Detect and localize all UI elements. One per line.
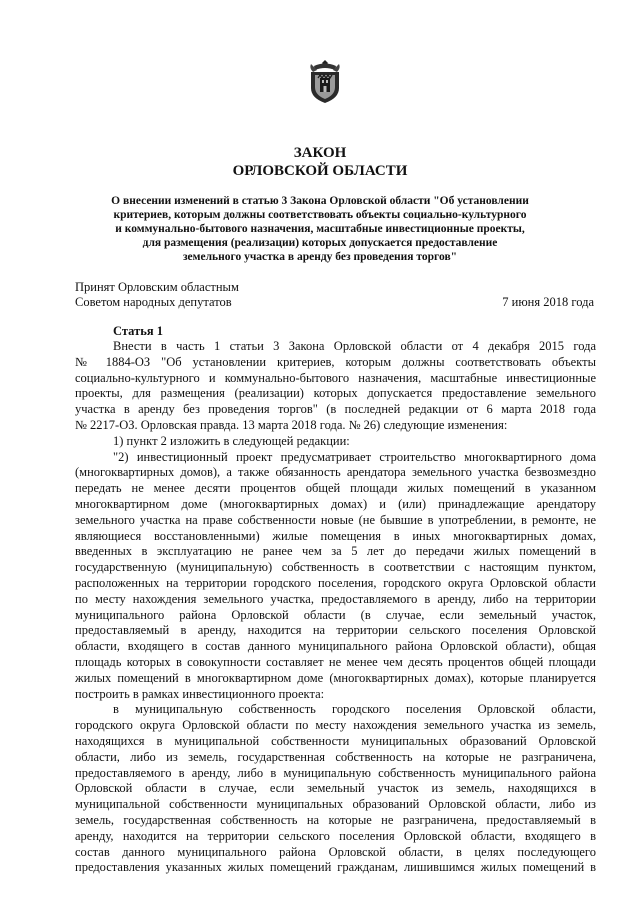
article-body bbox=[75, 339, 596, 876]
text-line: построить в рамках инвестиционного проекта: bbox=[75, 686, 325, 701]
text-line: социально-культурного и коммунально-бытового назначения, масштабные инвестиционные bbox=[75, 370, 596, 385]
subtitle-line: и коммунально-бытового назначения, масштабные инвестиционные проекты, bbox=[115, 223, 525, 235]
text-line: 1) пункт 2 изложить в следующей редакции: bbox=[113, 433, 350, 448]
text-line: муниципального района Орловской области (в случае, если земельный участок, bbox=[75, 607, 596, 622]
text-line: области, либо из земель, государственная собственность на которые не разграничена, bbox=[75, 749, 596, 764]
text-line: многоквартирном доме (многоквартирных домах) и (или) принадлежащие арендатору bbox=[75, 496, 596, 511]
subtitle-line: земельного участка в аренду без проведения торгов" bbox=[182, 251, 458, 263]
adoption-date: 7 июня 2018 года bbox=[502, 295, 594, 309]
text-line: муниципальной собственности муниципальных образований Орловской области, либо из bbox=[75, 797, 596, 812]
text-line: "2) инвестиционный проект предусматривает строительство многоквартирного дома bbox=[113, 449, 596, 464]
adoption-line: Принят Орловским областным bbox=[75, 280, 239, 294]
text-line: аренду, находится на территории сельского поселения Орловской области, входящего в bbox=[75, 828, 596, 843]
text-line: № 2217-ОЗ. Орловская правда. 13 марта 2018 года. № 26) следующие изменения: bbox=[75, 417, 508, 432]
text-line: расположенных на территории городского поселения, городского округа Орловской области bbox=[75, 575, 596, 590]
text-line: в муниципальную собственность городского поселения Орловской области, bbox=[113, 702, 596, 717]
text-line: являющиеся восстановленными) жилые помещения в иных многоквартирных домах, bbox=[75, 528, 596, 543]
text-line: государственную (муниципальную) собственность в соответствии с настоящим пунктом, bbox=[75, 560, 596, 575]
text-line: Орловской области в случае, если земельный участок из земель, находящихся в bbox=[75, 781, 596, 796]
text-line: (многоквартирных домов), а также обязанность арендатора земельного участка безвозмездно bbox=[75, 465, 596, 480]
text-line: Внести в часть 1 статьи 3 Закона Орловской области от 4 декабря 2015 года bbox=[113, 339, 596, 353]
text-line: предоставляемого в аренду, либо в муниципальную собственность муниципального района bbox=[75, 765, 596, 780]
adoption-info bbox=[75, 280, 239, 310]
text-line: жилых помещений в многоквартирном доме (многоквартирных домах), которые планируется bbox=[75, 670, 596, 685]
text-line: находящихся в муниципальной собственности муниципальных образований Орловской bbox=[75, 733, 596, 748]
text-line: введенных в эксплуатацию не ранее чем за 5 лет до передачи жилых помещений в bbox=[75, 544, 596, 559]
subtitle-line: О внесении изменений в статью 3 Закона Орловской области "Об установлении bbox=[111, 195, 529, 207]
text-line: участка в аренду без проведения торгов" (в последней редакции от 6 марта 2018 года bbox=[75, 402, 596, 417]
region-heading: ОРЛОВСКОЙ ОБЛАСТИ bbox=[232, 163, 408, 179]
subtitle-line: для размещения (реализации) которых допускается предоставление bbox=[142, 237, 498, 249]
text-line: земель, государственная собственность на которые не разграничена, предоставляемый в bbox=[75, 812, 596, 827]
text-line: передать не менее десяти процентов общей площади жилых помещений в указанном bbox=[75, 481, 596, 496]
text-line: проекты, для размещения (реализации) которых допускается предоставление земельного bbox=[75, 386, 596, 401]
law-heading: ЗАКОН bbox=[293, 145, 347, 161]
text-line: по месту нахождения земельного участка, предоставляемого в аренду, либо на территории bbox=[75, 591, 596, 606]
text-line: предоставляемый в аренду, находится на территории сельского поселения Орловской bbox=[75, 623, 596, 638]
law-subtitle bbox=[110, 194, 530, 264]
coat-of-arms-icon bbox=[307, 58, 343, 104]
article-heading: Статья 1 bbox=[113, 324, 163, 338]
adoption-line: Советом народных депутатов bbox=[75, 295, 232, 309]
subtitle-line: критериев, которым должны соответствовать объекты социально-культурного bbox=[113, 209, 527, 221]
text-line: городского округа Орловской области по месту нахождения земельного участка из земель, bbox=[75, 718, 596, 733]
text-line: предоставления указанных жилых помещений гражданам, лишившимся жилых помещений в bbox=[75, 860, 596, 875]
text-line: состав данного муниципального района Орловской области, в целях последующего bbox=[75, 844, 596, 859]
text-line: земельного участка на праве собственности новые (не бывшие в употреблении, в ремонте, не bbox=[75, 512, 596, 527]
text-line: № 1884-ОЗ "Об установлении критериев, которым должны соответствовать объекты bbox=[75, 354, 596, 369]
text-line: площадь которых в совокупности составляет не менее чем десять процентов общей площади bbox=[75, 654, 596, 669]
text-line: области, входящего в состав данного муниципального района Орловской области), общая bbox=[75, 639, 596, 654]
